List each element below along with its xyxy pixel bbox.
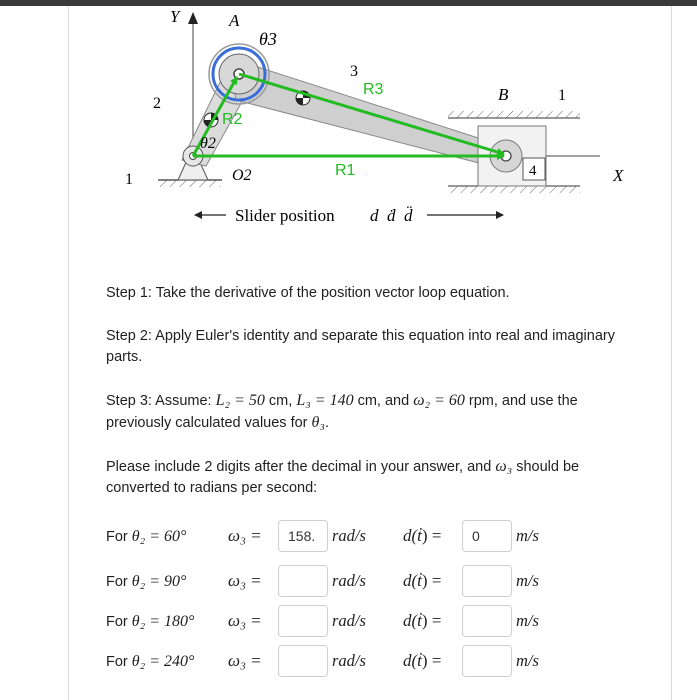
- d-dot-unit: m/s: [516, 651, 539, 670]
- label-link1-left: 1: [125, 171, 133, 188]
- y-axis-arrow: [188, 12, 198, 24]
- instruction-prefix: Please include 2 digits after the decimal in your answer, and: [106, 459, 496, 475]
- upper-guide-hatch: [448, 111, 580, 118]
- label-link4: 4: [529, 163, 537, 179]
- d-dot-input[interactable]: [462, 565, 512, 597]
- d-dot-input[interactable]: [462, 605, 512, 637]
- d-dot-input[interactable]: [462, 520, 512, 552]
- theta-label: For θ₂ = 180°: [106, 613, 195, 630]
- step-3-end: .: [324, 415, 329, 431]
- answer-row: [0, 520, 697, 554]
- label-link1-right: 1: [558, 87, 566, 104]
- label-r1: R1: [335, 162, 356, 179]
- label-b: B: [498, 85, 509, 104]
- d-dot-label: d(ṫ) =: [403, 526, 442, 545]
- instruction-w3: ω₃: [495, 458, 513, 475]
- answer-row: [0, 645, 697, 679]
- step-3-prefix: Step 3: Assume:: [106, 393, 216, 409]
- label-a: A: [229, 11, 240, 30]
- w3-input[interactable]: [278, 645, 328, 677]
- w3-label: ω₃ =: [228, 571, 262, 590]
- w3-input[interactable]: [278, 520, 328, 552]
- theta-label: For θ₂ = 60°: [106, 528, 187, 545]
- step-3-w2-unit: rpm, and use the previously calculated values for: [106, 393, 578, 431]
- step-1-text: Step 1: Take the derivative of the position vector loop equation.: [106, 285, 510, 301]
- label-link2: 2: [153, 95, 161, 112]
- d-dot-label: d(ṫ) =: [403, 571, 442, 590]
- d-dot-unit: m/s: [516, 526, 539, 545]
- slider-position-label: Slider position: [235, 206, 335, 225]
- label-y: Y: [170, 7, 180, 26]
- step-3-w2: ω₂ = 60: [413, 392, 465, 409]
- step-3-l3-unit: cm, and: [353, 393, 414, 409]
- w3-unit: rad/s: [332, 651, 366, 670]
- w3-label: ω₃ =: [228, 611, 262, 630]
- d-dot-input[interactable]: [462, 645, 512, 677]
- w3-label: ω₃ =: [228, 526, 262, 545]
- slider-crank-diagram: [0, 0, 697, 240]
- o2-ground-hatch: [160, 180, 220, 187]
- step-2-text: Step 2: Apply Euler's identity and separate this equation into real and imaginary parts.: [106, 328, 615, 365]
- step-3-l2: L₂ = 50: [215, 392, 265, 409]
- w3-unit: rad/s: [332, 611, 366, 630]
- d-dot-label: d(ṫ) =: [403, 611, 442, 630]
- slider-position-vars: d ḋ d̈: [370, 206, 413, 225]
- step-3-l2-unit: cm,: [264, 393, 297, 409]
- step-3-theta3: θ₃: [311, 414, 325, 431]
- answer-row: [0, 605, 697, 639]
- label-theta2: θ2: [200, 135, 216, 152]
- step-3-text: [106, 390, 646, 434]
- w3-unit: rad/s: [332, 571, 366, 590]
- lower-guide-hatch: [448, 186, 580, 193]
- instruction-text: [106, 456, 646, 499]
- label-r3: R3: [363, 81, 384, 98]
- answer-row: [0, 565, 697, 599]
- label-r2: R2: [222, 111, 243, 128]
- w3-input[interactable]: [278, 565, 328, 597]
- label-x: X: [613, 166, 624, 185]
- w3-unit: rad/s: [332, 526, 366, 545]
- d-dot-unit: m/s: [516, 571, 539, 590]
- label-link3: 3: [350, 63, 358, 80]
- step-3-l3: L₃ = 140: [296, 392, 354, 409]
- d-dot-label: d(ṫ) =: [403, 651, 442, 670]
- instruction-suffix: should be converted to radians per second:: [106, 459, 580, 496]
- d-dot-unit: m/s: [516, 611, 539, 630]
- theta-label: For θ₂ = 240°: [106, 653, 195, 670]
- label-theta3: θ3: [259, 29, 277, 49]
- w3-label: ω₃ =: [228, 651, 262, 670]
- w3-input[interactable]: [278, 605, 328, 637]
- theta-label: For θ₂ = 90°: [106, 573, 187, 590]
- label-o2: O2: [232, 167, 252, 184]
